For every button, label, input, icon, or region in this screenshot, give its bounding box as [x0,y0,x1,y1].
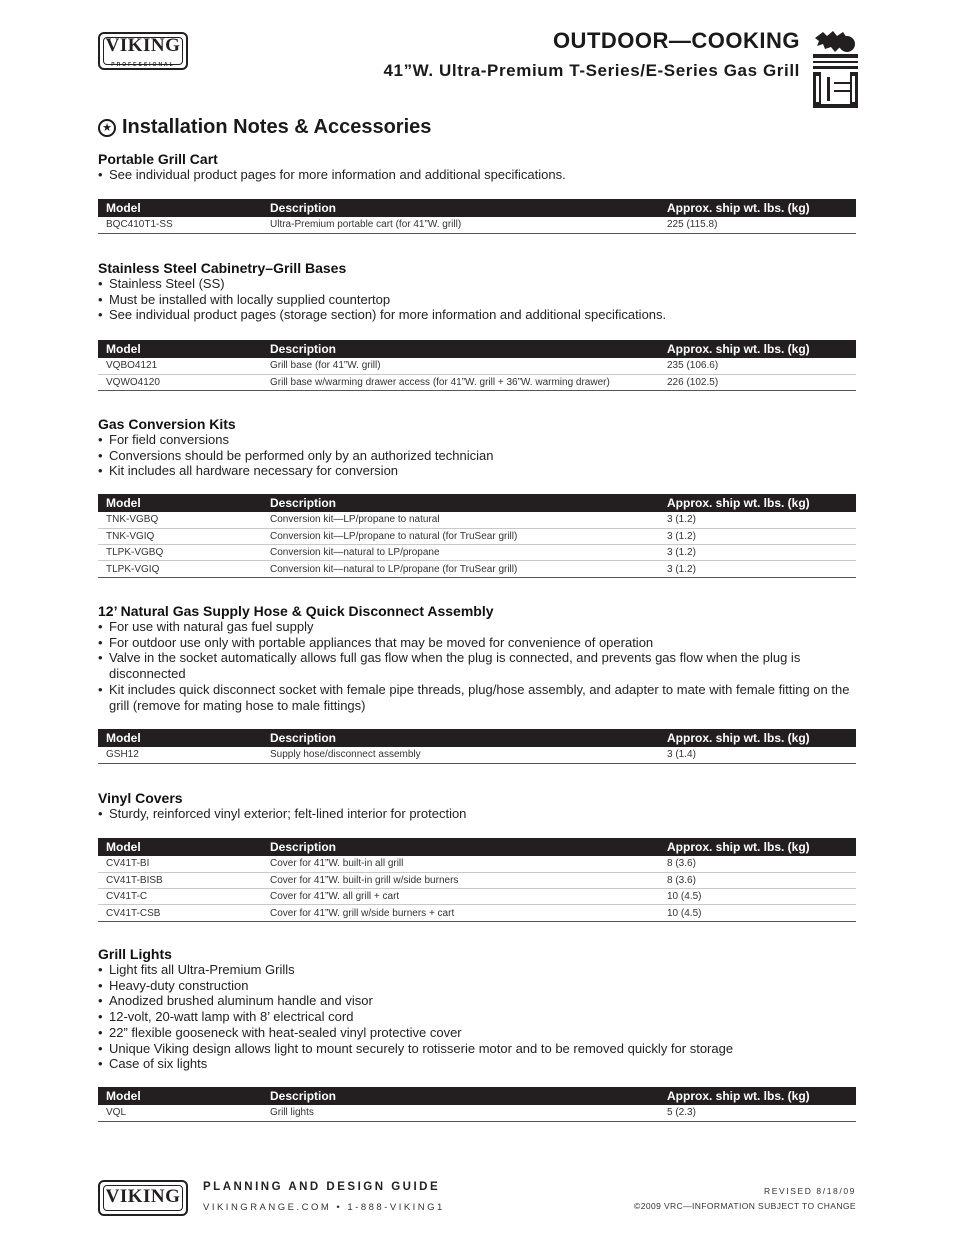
logo-tagline: PROFESSIONAL [111,62,175,68]
spec-table-supply-hose [98,729,856,764]
section-title: 12’ Natural Gas Supply Hose & Quick Disconnect Assembly [98,603,494,619]
spec-table-grill-lights [98,1087,856,1122]
table-row [98,889,856,905]
bullet-list [98,276,856,323]
page-title-text: Installation Notes & Accessories [122,116,432,138]
cell-description: Conversion kit—natural to LP/propane [262,545,659,561]
bullet-list [98,167,856,183]
column-header-model: Model [98,340,262,358]
column-header-model: Model [98,838,262,856]
column-header-model: Model [98,199,262,217]
cell-weight: 225 (115.8) [659,217,856,233]
cell-weight: 10 (4.5) [659,905,856,921]
section-gas-supply-hose [98,603,856,713]
table-row [98,358,856,374]
footer-contact: VIKINGRANGE.COM • 1-888-VIKING1 [203,1202,445,1213]
section-vinyl-covers [98,790,856,822]
section-title: Vinyl Covers [98,790,183,806]
cell-weight: 3 (1.2) [659,561,856,577]
logo-wordmark: VIKING [105,35,181,56]
column-header-model: Model [98,1087,262,1105]
list-item: • For field conversions [98,432,856,448]
list-item: • Case of six lights [98,1056,856,1072]
list-item: • Kit includes quick disconnect socket with female pipe threads, plug/hose assembly, and adapter to mate with female fitting on the grill (remove for mating hose to male fittings) [98,682,856,713]
table-row [98,905,856,921]
list-item: • Anodized brushed aluminum handle and visor [98,993,856,1009]
spec-table-portable-grill-cart [98,199,856,234]
column-header-weight: Approx. ship wt. lbs. (kg) [659,1087,856,1105]
viking-logo [98,32,188,70]
logo-wordmark: VIKING [105,1186,181,1207]
bullet-list [98,619,856,713]
list-item: • See individual product pages (storage section) for more information and additional specifications. [98,307,856,323]
column-header-model: Model [98,729,262,747]
list-item: • Sturdy, reinforced vinyl exterior; felt-lined interior for protection [98,806,856,822]
spec-table-conversion-kits [98,494,856,578]
bullet-list [98,432,856,479]
list-item: • Stainless Steel (SS) [98,276,856,292]
column-header-description: Description [262,340,659,358]
cell-model: CV41T-CSB [98,905,262,921]
column-header-model: Model [98,494,262,512]
cell-description: Ultra-Premium portable cart (for 41”W. grill) [262,217,659,233]
table-row [98,512,856,528]
cell-weight: 235 (106.6) [659,358,856,374]
spec-table-grill-bases [98,340,856,391]
cell-model: VQL [98,1105,262,1121]
table-row [98,856,856,872]
section-title: Gas Conversion Kits [98,416,236,432]
footer-guide-title: PLANNING AND DESIGN GUIDE [203,1181,441,1193]
table-row [98,545,856,561]
column-header-weight: Approx. ship wt. lbs. (kg) [659,199,856,217]
cell-model: CV41T-BI [98,856,262,872]
list-item: • Must be installed with locally supplied countertop [98,292,856,308]
list-item: • Unique Viking design allows light to mount securely to rotisserie motor and to be removed quickly for storage [98,1041,856,1057]
cell-weight: 8 (3.6) [659,856,856,872]
list-item: • 22” flexible gooseneck with heat-sealed vinyl protective cover [98,1025,856,1041]
cell-weight: 3 (1.4) [659,747,856,763]
category-title: OUTDOOR—COOKING [552,28,800,53]
table-header-row [98,1087,856,1105]
section-stainless-steel-cabinetry [98,260,856,323]
spec-table-vinyl-covers [98,838,856,922]
cell-description: Conversion kit—LP/propane to natural [262,512,659,528]
outdoor-grill-icon [813,30,858,108]
section-portable-grill-cart [98,151,856,183]
cell-description: Grill lights [262,1105,659,1121]
list-item: • Kit includes all hardware necessary for conversion [98,463,856,479]
cell-model: VQWO4120 [98,374,262,390]
table-row [98,217,856,233]
cell-model: TNK-VGBQ [98,512,262,528]
section-grill-lights [98,946,856,1072]
cell-weight: 3 (1.2) [659,528,856,544]
table-header-row [98,340,856,358]
table-header-row [98,838,856,856]
section-title: Portable Grill Cart [98,151,218,167]
list-item: • Heavy-duty construction [98,978,856,994]
section-title: Grill Lights [98,946,172,962]
list-item: • 12-volt, 20-watt lamp with 8’ electrical cord [98,1009,856,1025]
footer-revised-date: REVISED 8/18/09 [763,1186,856,1196]
table-row [98,747,856,763]
table-row [98,1105,856,1121]
cell-model: TNK-VGIQ [98,528,262,544]
list-item: • For use with natural gas fuel supply [98,619,856,635]
table-row [98,872,856,888]
bullet-list [98,962,856,1072]
cell-weight: 3 (1.2) [659,545,856,561]
cell-model: CV41T-BISB [98,872,262,888]
table-row [98,374,856,390]
column-header-description: Description [262,838,659,856]
cell-model: CV41T-C [98,889,262,905]
column-header-description: Description [262,1087,659,1105]
cell-description: Cover for 41”W. built-in grill w/side burners [262,872,659,888]
column-header-weight: Approx. ship wt. lbs. (kg) [659,729,856,747]
column-header-weight: Approx. ship wt. lbs. (kg) [659,340,856,358]
table-header-row [98,494,856,512]
footer-viking-logo [98,1180,188,1216]
product-subtitle: 41”W. Ultra-Premium T-Series/E-Series Gas Grill [383,61,800,80]
cell-description: Supply hose/disconnect assembly [262,747,659,763]
cell-weight: 226 (102.5) [659,374,856,390]
section-title: Stainless Steel Cabinetry–Grill Bases [98,260,347,276]
cell-weight: 8 (3.6) [659,872,856,888]
cell-description: Cover for 41”W. all grill + cart [262,889,659,905]
cell-weight: 10 (4.5) [659,889,856,905]
page-title [98,116,431,139]
column-header-weight: Approx. ship wt. lbs. (kg) [659,494,856,512]
table-header-row [98,199,856,217]
cell-weight: 5 (2.3) [659,1105,856,1121]
cell-description: Grill base w/warming drawer access (for 41”W. grill + 36”W. warming drawer) [262,374,659,390]
cell-model: GSH12 [98,747,262,763]
list-item: • See individual product pages for more information and additional specifications. [98,167,856,183]
cell-description: Cover for 41”W. grill w/side burners + cart [262,905,659,921]
list-item: • Valve in the socket automatically allows full gas flow when the plug is connected, and prevents gas flow when the plug is disconnected [98,650,856,681]
column-header-description: Description [262,199,659,217]
cell-model: VQBO4121 [98,358,262,374]
list-item: • Light fits all Ultra-Premium Grills [98,962,856,978]
cell-model: TLPK-VGIQ [98,561,262,577]
cell-model: BQC410T1-SS [98,217,262,233]
bullet-list [98,806,856,822]
star-circle-icon: ★ [98,119,116,137]
list-item: • For outdoor use only with portable appliances that may be moved for convenience of operation [98,635,856,651]
cell-description: Cover for 41”W. built-in all grill [262,856,659,872]
cell-description: Conversion kit—LP/propane to natural (for TruSear grill) [262,528,659,544]
table-row [98,528,856,544]
footer-copyright: ©2009 VRC—INFORMATION SUBJECT TO CHANGE [634,1201,856,1211]
section-gas-conversion-kits [98,416,856,479]
cell-weight: 3 (1.2) [659,512,856,528]
cell-model: TLPK-VGBQ [98,545,262,561]
table-header-row [98,729,856,747]
cell-description: Grill base (for 41”W. grill) [262,358,659,374]
column-header-weight: Approx. ship wt. lbs. (kg) [659,838,856,856]
cell-description: Conversion kit—natural to LP/propane (for TruSear grill) [262,561,659,577]
column-header-description: Description [262,729,659,747]
column-header-description: Description [262,494,659,512]
list-item: • Conversions should be performed only by an authorized technician [98,448,856,464]
table-row [98,561,856,577]
